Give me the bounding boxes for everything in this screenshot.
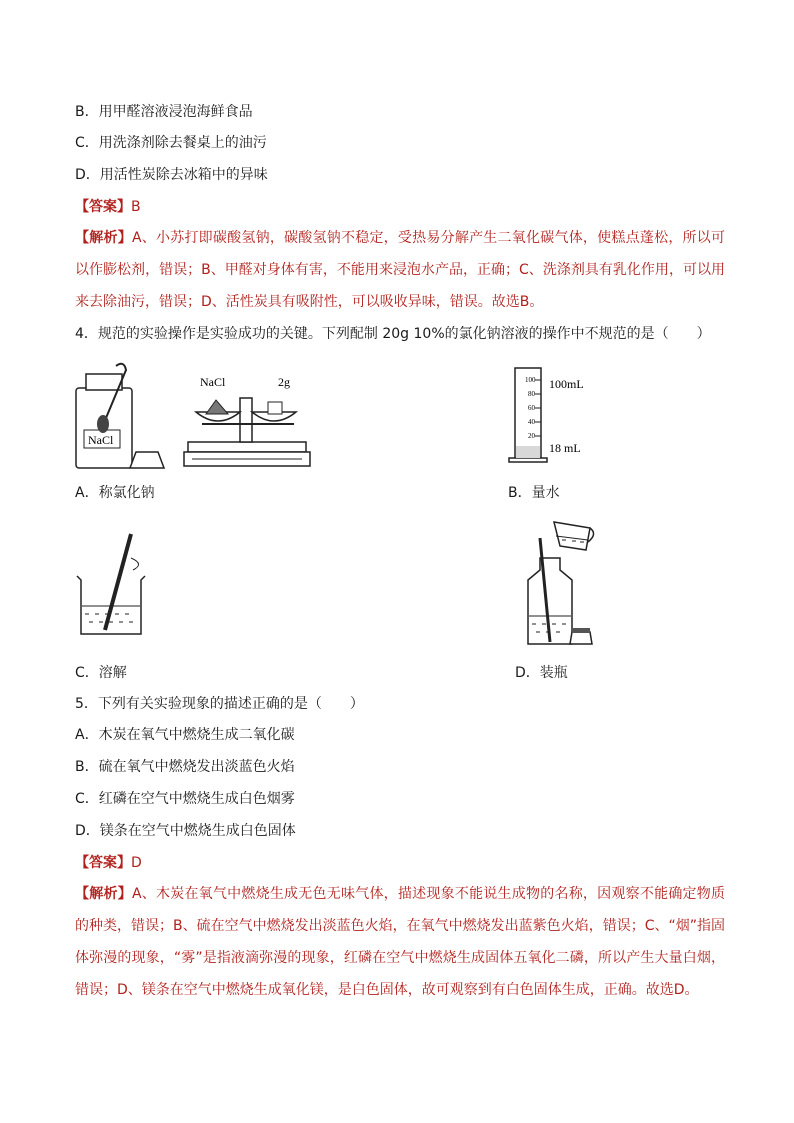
q5-stem: 5．下列有关实验现象的描述正确的是（ ）: [75, 696, 364, 712]
tick-20: 20: [528, 432, 535, 440]
caption-d: D．装瓶: [515, 665, 568, 681]
q5-option-d: D．镁条在空气中燃烧生成白色固体: [75, 823, 296, 839]
analysis-label: 【解析】: [75, 230, 132, 246]
analysis-text: A、木炭在氧气中燃烧生成无色无味气体，描述现象不能说生成物的名称，因观察不能确定物质的种类，错误；B、硫在空气中燃烧发出淡蓝色火焰，在氧气中燃烧发出蓝紫色火焰，错误；C、“烟”指固体弥漫的现象，“雾”是指液滴弥漫的现象，红磷在空气中燃烧生成固体五氧化二磷，所以产生大量白烟，错误；D、镁条在空气中燃烧生成氧化镁，是白色固体，故可观察到有白色固体生成，正确。故选D。: [75, 886, 726, 998]
figure-a-weighing: [72, 360, 312, 472]
volume-label: 100mL: [549, 377, 584, 391]
weight-label: 2g: [278, 375, 290, 389]
q5-answer: [75, 853, 142, 873]
q3-answer: [75, 197, 141, 217]
q3-option-b: B．用甲醛溶液浸泡海鲜食品: [75, 104, 253, 120]
reading-label: 18 mL: [549, 441, 581, 455]
answer-label: 【答案】: [75, 855, 131, 871]
answer-label: 【答案】: [75, 199, 131, 215]
tick-100: 100: [525, 376, 536, 384]
tick-40: 40: [528, 418, 535, 426]
figure-d-bottling: [520, 518, 616, 648]
caption-b: B．量水: [508, 485, 560, 501]
q5-option-b: B．硫在氧气中燃烧发出淡蓝色火焰: [75, 759, 295, 775]
q3-option-d: D．用活性炭除去冰箱中的异味: [75, 167, 268, 183]
analysis-label: 【解析】: [75, 886, 132, 902]
q5-option-a: A．木炭在氧气中燃烧生成二氧化碳: [75, 727, 295, 743]
q5-option-c: C．红磷在空气中燃烧生成白色烟雾: [75, 791, 295, 807]
answer-value: D: [131, 855, 142, 871]
q5-analysis: [75, 878, 725, 1006]
figure-c-dissolving: [75, 530, 155, 642]
q3-analysis: [75, 222, 725, 318]
answer-value: B: [131, 199, 141, 215]
q4-stem: 4．规范的实验操作是实验成功的关键。下列配制 20g 10%的氯化钠溶液的操作中不规范的是（ ）: [75, 326, 711, 342]
bottle-label: NaCl: [88, 433, 114, 447]
caption-a: A．称氯化钠: [75, 485, 155, 501]
tick-80: 80: [528, 390, 535, 398]
analysis-text: A、小苏打即碳酸氢钠，碳酸氢钠不稳定，受热易分解产生二氧化碳气体，使糕点蓬松，所以可以作膨松剂，错误；B、甲醛对身体有害，不能用来浸泡水产品，正确；C、洗涤剂具有乳化作用，可以用来去除油污，错误；D、活性炭具有吸附性，可以吸收异味，错误。故选B。: [75, 230, 726, 310]
caption-c: C．溶解: [75, 665, 127, 681]
q3-option-c: C．用洗涤剂除去餐桌上的油污: [75, 135, 267, 151]
pan-label: NaCl: [200, 375, 226, 389]
tick-60: 60: [528, 404, 535, 412]
figure-b-cylinder: [505, 364, 615, 464]
